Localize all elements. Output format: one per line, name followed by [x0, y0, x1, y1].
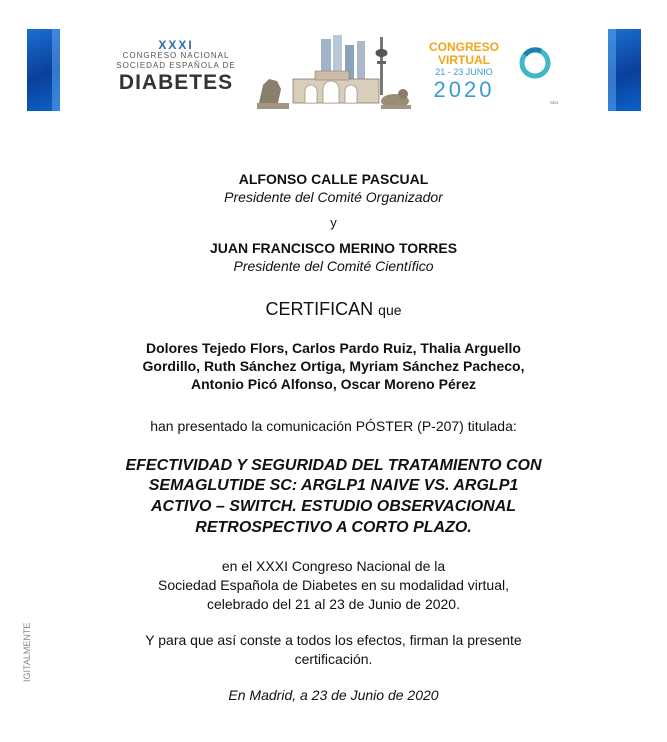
- header-banner: [27, 29, 641, 111]
- sed-congress-logo: [109, 39, 243, 95]
- side-vertical-text: IGITALMENTE: [22, 622, 32, 682]
- sed-label: SED: [550, 100, 559, 105]
- sed-ring-logo: [517, 43, 555, 103]
- virtual-label: VIRTUAL: [438, 53, 490, 67]
- logo-line-2: CONGRESO NACIONAL: [122, 51, 230, 60]
- right-blue-bar: [608, 29, 641, 111]
- certifican-word: CERTIFICAN: [265, 299, 374, 319]
- closing-line-2: certificación.: [294, 651, 373, 667]
- congress-line-3: celebrado del 21 al 23 de Junio de 2020.: [207, 596, 460, 612]
- signer1-name: ALFONSO CALLE PASCUAL: [238, 171, 429, 187]
- congress-line-1: en el XXXI Congreso Nacional de la: [221, 558, 446, 574]
- signer2-role: Presidente del Comité Científico: [233, 258, 434, 274]
- poster-title-line-3: ACTIVO – SWITCH. ESTUDIO OBSERVACIONAL: [150, 498, 517, 515]
- madrid-skyline-illustration: [253, 31, 413, 111]
- signer1-role: Presidente del Comité Organizador: [224, 189, 443, 205]
- authors-line-3: Antonio Picó Alfonso, Oscar Moreno Pérez: [191, 376, 476, 392]
- poster-title-line-4: RETROSPECTIVO A CORTO PLAZO.: [195, 519, 472, 536]
- logo-diabetes: DIABETES: [118, 71, 234, 94]
- logo-line-3: SOCIEDAD ESPAÑOLA DE: [116, 61, 236, 70]
- left-blue-bar: [27, 29, 60, 111]
- logo-number: XXXI: [158, 38, 194, 52]
- presented-statement: han presentado la comunicación PÓSTER (P-207) titulada:: [150, 418, 517, 434]
- certifican-que: que: [378, 302, 402, 318]
- congress-year: 2020: [433, 77, 495, 102]
- authors-line-2: Gordillo, Ruth Sánchez Ortiga, Myriam Sánchez Pacheco,: [142, 358, 525, 374]
- congress-line-2: Sociedad Española de Diabetes en su modalidad virtual,: [157, 577, 509, 593]
- closing-line-1: Y para que así conste a todos los efectos, firman la presente: [145, 632, 522, 648]
- poster-title-line-2: SEMAGLUTIDE SC: ARGLP1 NAIVE VS. ARGLP1: [148, 477, 519, 494]
- authors-line-1: Dolores Tejedo Flors, Carlos Pardo Ruiz, Thalia Arguello: [146, 340, 521, 356]
- certifican-heading: [0, 299, 667, 320]
- congress-dates: 21 - 23 JUNIO: [435, 67, 493, 77]
- poster-title-line-1: EFECTIVIDAD Y SEGURIDAD DEL TRATAMIENTO CON: [125, 457, 542, 474]
- conjunction: y: [330, 215, 337, 230]
- place-and-date: En Madrid, a 23 de Junio de 2020: [228, 687, 439, 703]
- congreso-label: CONGRESO: [428, 40, 499, 54]
- virtual-congress-label: [419, 41, 509, 102]
- signer2-name: JUAN FRANCISCO MERINO TORRES: [209, 240, 458, 256]
